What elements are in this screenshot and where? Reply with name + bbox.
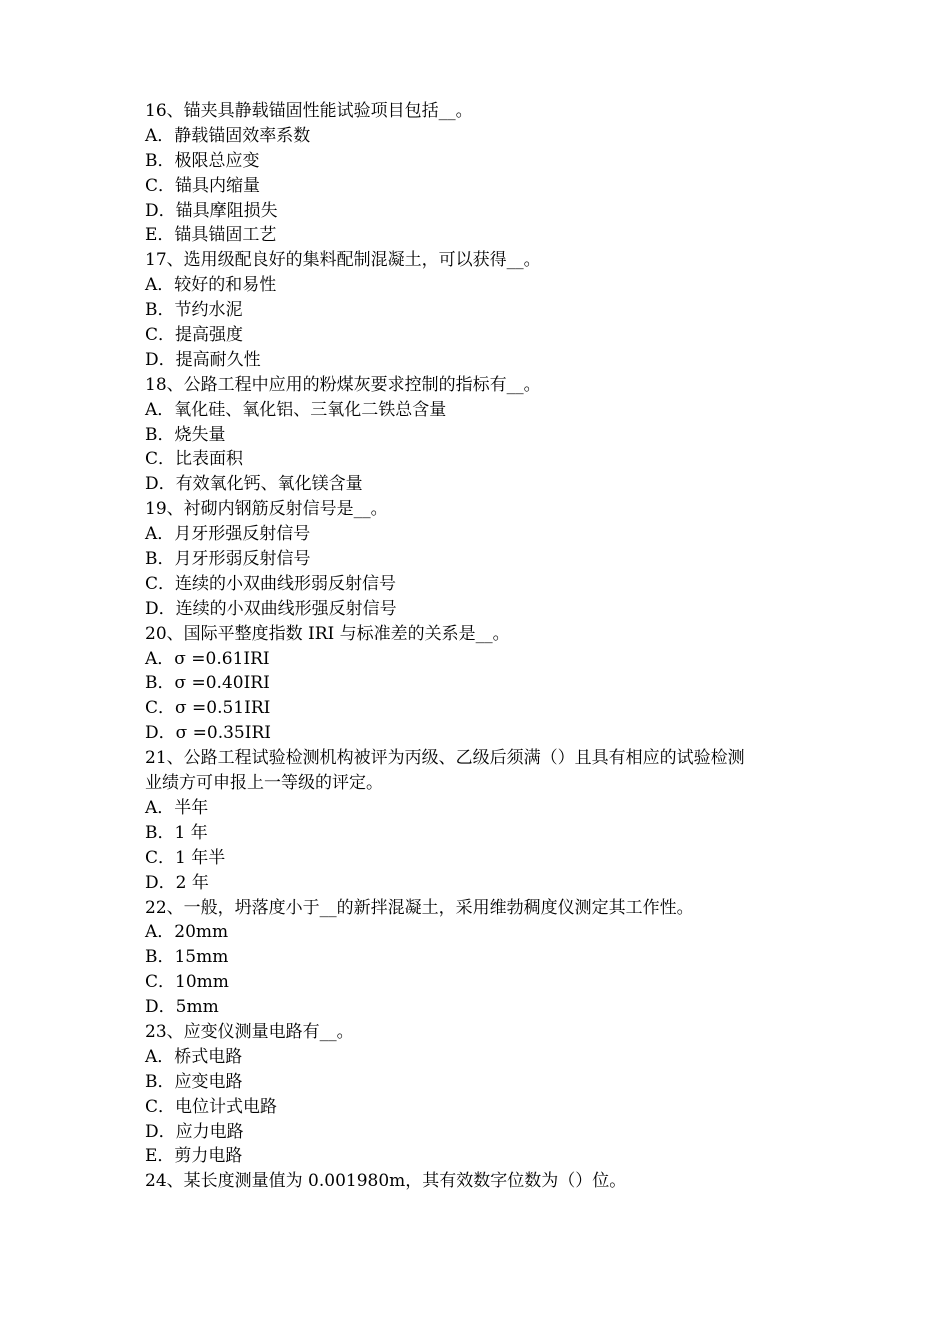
question-21-option-c: C．1 年半 [145, 847, 226, 868]
question-18-stem: 18、公路工程中应用的粉煤灰要求控制的指标有__。 [145, 374, 541, 395]
question-16-option-a: A．静载锚固效率系数 [145, 125, 311, 146]
question-18-option-a: A．氧化硅、氧化铝、三氧化二铁总含量 [145, 399, 447, 420]
question-17-option-b: B．节约水泥 [145, 300, 243, 321]
question-22-option-b: B．15mm [145, 947, 229, 968]
question-20-option-c: C．σ =0.51IRI [145, 698, 271, 719]
question-21-option-d: D．2 年 [145, 872, 209, 893]
question-19-option-c: C．连续的小双曲线形弱反射信号 [145, 573, 397, 594]
question-17-option-c: C．提高强度 [145, 325, 244, 346]
question-16-option-c: C．锚具内缩量 [145, 175, 261, 196]
question-17-option-d: D．提高耐久性 [145, 349, 261, 370]
question-20-option-b: B．σ =0.40IRI [145, 673, 270, 694]
question-23-option-e: E．剪力电路 [145, 1146, 243, 1167]
question-22-stem: 22、一般，坍落度小于__的新拌混凝土，采用维勃稠度仪测定其工作性。 [145, 897, 694, 918]
question-22-option-a: A．20mm [145, 922, 229, 943]
question-16-option-b: B．极限总应变 [145, 150, 260, 171]
question-20-option-a: A．σ =0.61IRI [145, 648, 270, 669]
question-23-option-b: B．应变电路 [145, 1071, 243, 1092]
question-17-option-a: A．较好的和易性 [145, 275, 277, 296]
question-18-option-c: C．比表面积 [145, 449, 244, 470]
question-16-option-d: D．锚具摩阻损失 [145, 200, 278, 221]
question-24-stem: 24、某长度测量值为 0.001980m，其有效数字位数为（）位。 [145, 1171, 627, 1192]
question-23-option-a: A．桥式电路 [145, 1046, 243, 1067]
question-20-stem: 20、国际平整度指数 IRI 与标准差的关系是__。 [145, 623, 510, 644]
question-21-option-a: A．半年 [145, 797, 209, 818]
question-19-stem: 19、衬砌内钢筋反射信号是__。 [145, 499, 388, 520]
question-19-option-a: A．月牙形强反射信号 [145, 524, 311, 545]
question-22-option-d: D．5mm [145, 997, 219, 1018]
question-19-option-d: D．连续的小双曲线形强反射信号 [145, 598, 397, 619]
question-22-option-c: C．10mm [145, 972, 229, 993]
question-18-option-b: B．烧失量 [145, 424, 226, 445]
question-16-option-e: E．锚具锚固工艺 [145, 225, 277, 246]
question-21-option-b: B．1 年 [145, 822, 208, 843]
question-16-stem: 16、锚夹具静载锚固性能试验项目包括__。 [145, 101, 473, 121]
question-18-option-d: D．有效氧化钙、氧化镁含量 [145, 474, 363, 495]
question-20-option-d: D．σ =0.35IRI [145, 723, 271, 744]
question-23-option-d: D．应力电路 [145, 1121, 244, 1142]
question-23-option-c: C．电位计式电路 [145, 1096, 278, 1117]
question-19-option-b: B．月牙形弱反射信号 [145, 549, 311, 570]
question-21-stem-line-2: 业绩方可申报上一等级的评定。 [145, 773, 383, 794]
question-23-stem: 23、应变仪测量电路有__。 [145, 1021, 354, 1042]
question-17-stem: 17、选用级配良好的集料配制混凝土，可以获得__。 [145, 250, 541, 271]
question-list [145, 99, 825, 1194]
question-21-stem-line-1: 21、公路工程试验检测机构被评为丙级、乙级后须满（）且具有相应的试验检测 [145, 748, 745, 769]
